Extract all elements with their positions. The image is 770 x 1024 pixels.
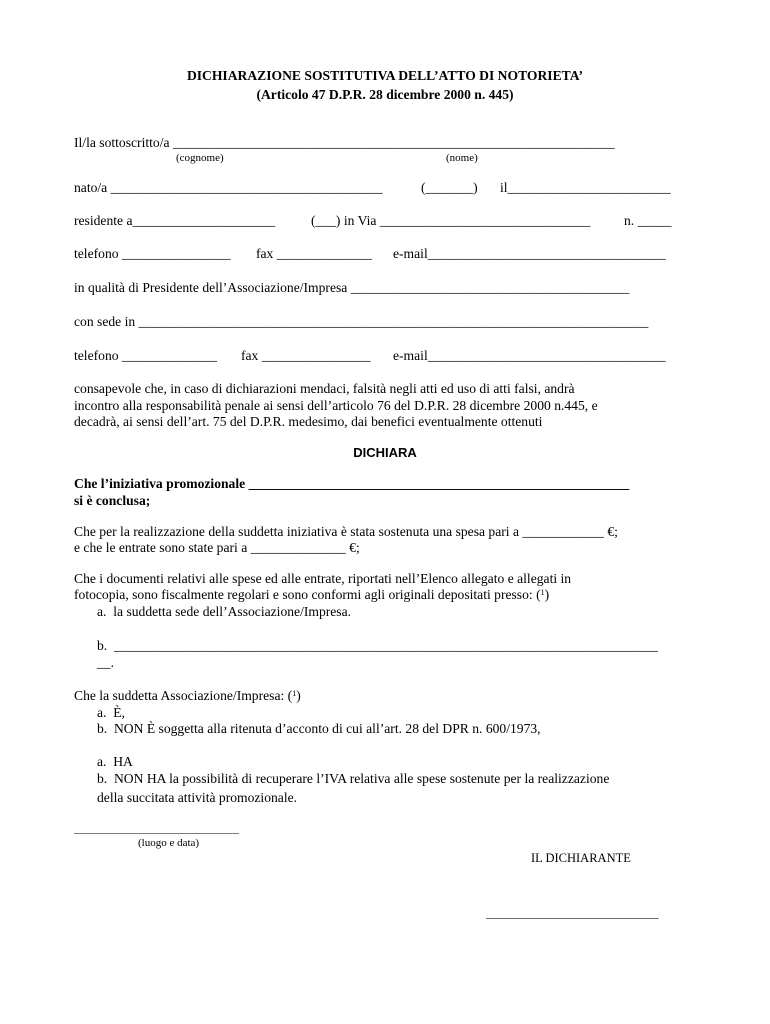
footnote-ref: 1 [292, 689, 297, 698]
soggetta-option-a: a. È, [97, 705, 125, 720]
cognome-label: (cognome) [176, 152, 224, 164]
qualita-field: in qualità di Presidente dell’Associazione/Impresa _________________________________________ [74, 280, 630, 295]
consapevole-line: consapevole che, in caso di dichiarazioni mendaci, falsità negli atti ed uso di atti falsi, andrà [74, 381, 575, 396]
documenti-line: Che i documenti relativi alle spese ed alle entrate, riportati nell’Elenco allegato e allegati in [74, 571, 572, 586]
provincia-nascita-field: (_______) [421, 180, 478, 195]
telefono-sede-field: telefono ______________ [74, 348, 218, 363]
via-field: (___) in Via _______________________________ [311, 213, 591, 228]
dichiara-heading: DICHIARA [353, 445, 417, 460]
nome-label: (nome) [446, 152, 478, 164]
documenti-option-a: a. la suddetta sede dell’Associazione/Impresa. [97, 604, 352, 619]
spesa-field: Che per la realizzazione della suddetta iniziativa è stata sostenuta una spesa pari a ____________ €; [74, 524, 618, 539]
firma-line: ______________________________ [486, 908, 659, 920]
documenti-option-b: b. ________________________________________________________________________________ [97, 638, 658, 653]
footnote-ref: 1 [540, 588, 545, 597]
entrate-field: e che le entrate sono state pari a ______________ €; [74, 540, 360, 555]
fax-field: fax ______________ [256, 246, 372, 261]
dichiarante-label: IL DICHIARANTE [531, 851, 631, 865]
iva-option-b: b. NON HA la possibilità di recuperare l’IVA relativa alle spese sostenute per la realizzazione [97, 771, 610, 786]
iva-option-b-cont: della succitata attività promozionale. [97, 790, 298, 805]
consapevole-line: incontro alla responsabilità penale ai sensi dell’articolo 76 del D.P.R. 28 dicembre 2000 n.445, e [74, 398, 598, 413]
luogo-data-line: ______________________________ [74, 823, 239, 835]
document-subtitle: (Articolo 47 D.P.R. 28 dicembre 2000 n. 445) [256, 87, 514, 102]
residente-field: residente a_____________________ [74, 213, 276, 228]
iniziativa-field: Che l’iniziativa promozionale ________________________________________________________ [74, 476, 630, 491]
documenti-line: fotocopia, sono fiscalmente regolari e sono conformi agli originali depositati presso: ($^1$) [74, 587, 550, 602]
numero-civico-field: n. _____ [624, 213, 672, 228]
telefono-field: telefono ________________ [74, 246, 231, 261]
soggetta-option-b: b. NON È soggetta alla ritenuta d’acconto di cui all’art. 28 del DPR n. 600/1973, [97, 721, 541, 736]
document-title: DICHIARAZIONE SOSTITUTIVA DELL’ATTO DI NOTORIETA’ [186, 68, 584, 83]
fax-sede-field: fax ________________ [241, 348, 371, 363]
documenti-option-b-cont: __. [97, 655, 114, 670]
email-field: e-mail___________________________________ [393, 246, 666, 261]
nato-a-field: nato/a ________________________________________ [74, 180, 383, 195]
email-sede-field: e-mail___________________________________ [393, 348, 666, 363]
luogo-data-label: (luogo e data) [138, 837, 200, 849]
iniziativa-conclusa: si è conclusa; [74, 493, 151, 508]
data-nascita-field: il________________________ [500, 180, 671, 195]
soggetta-line: Che la suddetta Associazione/Impresa: ($^1$) [74, 688, 301, 703]
sottoscritto-field: Il/la sottoscritto/a _________________________________________________________________ [74, 135, 615, 150]
sede-field: con sede in ___________________________________________________________________________ [74, 314, 649, 329]
iva-option-a: a. HA [97, 754, 133, 769]
consapevole-line: decadrà, ai sensi dell’art. 75 del D.P.R. medesimo, dai benefici eventualmente ottenuti [74, 414, 543, 429]
